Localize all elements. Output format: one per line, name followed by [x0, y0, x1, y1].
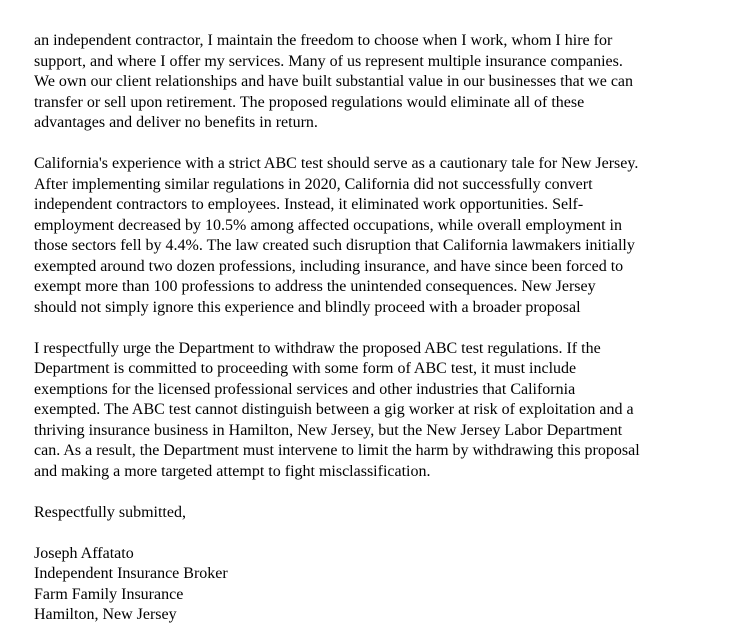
text-line: exemptions for the licensed professional services and other industries that California	[34, 380, 576, 398]
signer-title: Independent Insurance Broker	[34, 565, 228, 582]
signer-name: Joseph Affatato	[34, 544, 134, 562]
text-line: Department is committed to proceeding with some form of ABC test, it must include	[34, 360, 577, 377]
text-line: those sectors fell by 4.4%. The law created such disruption that California lawmakers initially	[34, 237, 635, 254]
paragraph-independence	[34, 31, 746, 134]
text-line: an independent contractor, I maintain the freedom to choose when I work, whom I hire for	[34, 32, 613, 49]
closing-salutation: Respectfully submitted,	[34, 503, 186, 521]
text-line: employment decreased by 10.5% among affected occupations, while overall employment in	[34, 216, 622, 234]
text-line: California's experience with a strict ABC test should serve as a cautionary tale for New Jersey.	[34, 155, 639, 172]
text-line: and making a more targeted attempt to fight misclassification.	[34, 462, 431, 480]
text-line: independent contractors to employees. Instead, it eliminated work opportunities. Self-	[34, 196, 584, 213]
text-line: support, and where I offer my services. Many of us represent multiple insurance companies.	[34, 52, 623, 70]
signer-company: Farm Family Insurance	[34, 585, 184, 603]
text-line: exempted around two dozen professions, including insurance, and have since been forced to	[34, 257, 624, 275]
text-line: should not simply ignore this experience and blindly proceed with a broader proposal	[34, 298, 581, 316]
text-line: can. As a result, the Department must intervene to limit the harm by withdrawing this proposal	[34, 442, 640, 459]
signature-block	[34, 544, 746, 626]
text-line: thriving insurance business in Hamilton, New Jersey, but the New Jersey Labor Department	[34, 421, 623, 439]
text-line: exempted. The ABC test cannot distinguish between a gig worker at risk of exploitation and a	[34, 401, 634, 418]
text-line: exempt more than 100 professions to address the unintended consequences. New Jersey	[34, 278, 596, 295]
signer-location: Hamilton, New Jersey	[34, 606, 177, 623]
letter-body	[34, 31, 746, 626]
text-line: I respectfully urge the Department to withdraw the proposed ABC test regulations. If the	[34, 339, 601, 357]
text-line: After implementing similar regulations in 2020, California did not successfully convert	[34, 175, 593, 193]
paragraph-california	[34, 154, 746, 318]
paragraph-request	[34, 339, 746, 483]
text-line: transfer or sell upon retirement. The proposed regulations would eliminate all of these	[34, 93, 585, 111]
text-line: We own our client relationships and have built substantial value in our businesses that we can	[34, 73, 634, 90]
text-line: advantages and deliver no benefits in return.	[34, 114, 318, 131]
